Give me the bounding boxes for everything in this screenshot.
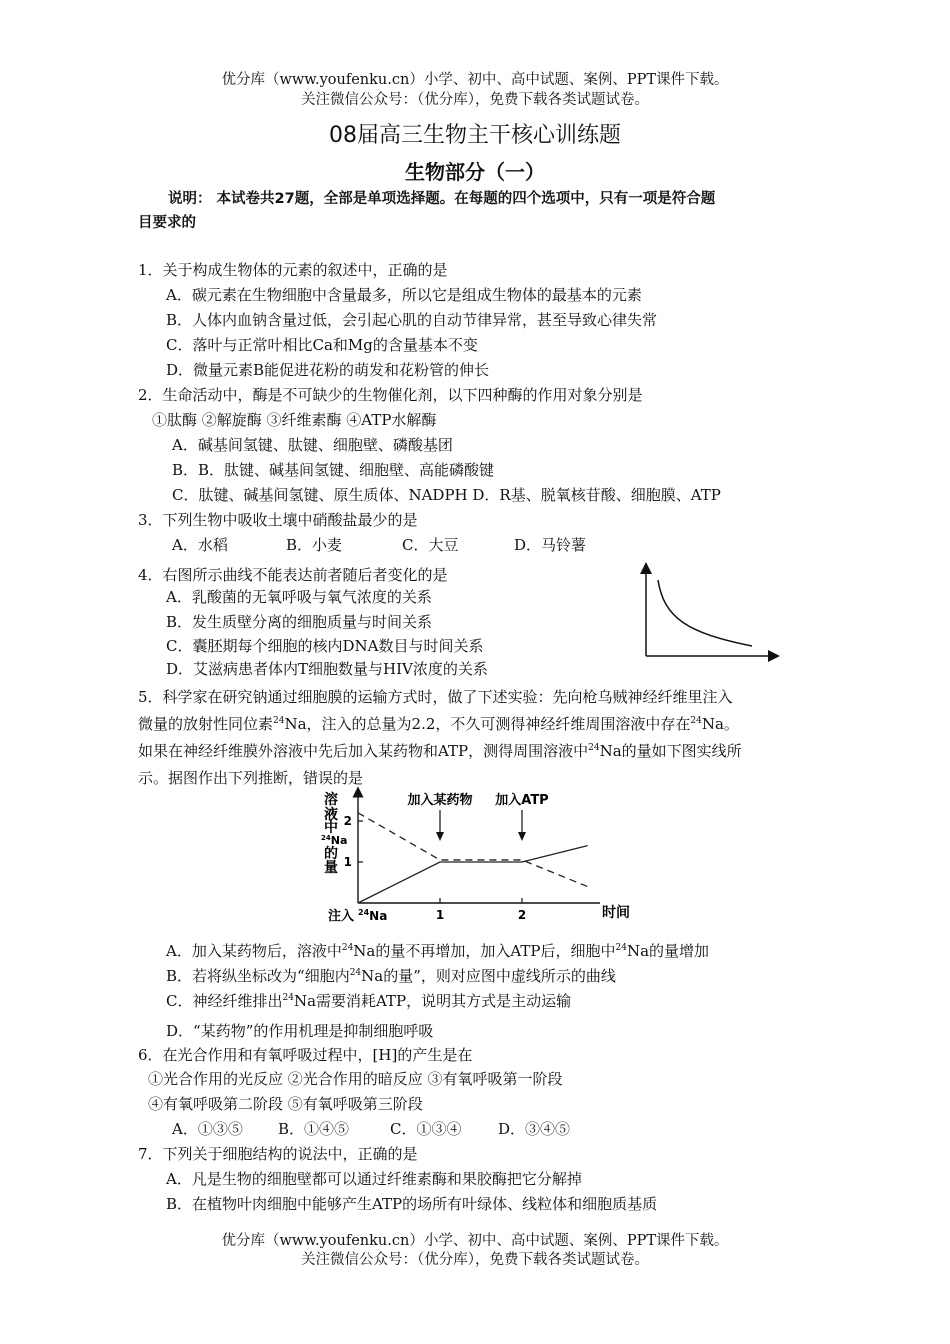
chart-series-solid-line [358, 846, 588, 903]
question-7-option-a: A．凡是生物的细胞壁都可以通过纤维素酶和果胶酶把它分解掉 [166, 1170, 582, 1188]
header-line-1: 优分库（www.youfenku.cn）小学、初中、高中试题、案例、PPT课件下载。 [221, 72, 729, 88]
footer-line-1: 优分库（www.youfenku.cn）小学、初中、高中试题、案例、PPT课件下载。 [221, 1233, 729, 1249]
question-4-option-c: C．囊胚期每个细胞的核内DNA数目与时间关系 [166, 637, 484, 655]
question-3-option-a: A．水稻 [172, 536, 228, 554]
chart-annotation-arrow-head [436, 832, 444, 841]
question-3-option-c: C．大豆 [402, 536, 459, 554]
question-1-option-b: B．人体内血钠含量过低，会引起心肌的自动节律异常，甚至导致心律失常 [166, 311, 658, 329]
question-5-option-c: C．神经纤维排出$^{24}$Na需要消耗ATP，说明其方式是主动运输 [166, 992, 572, 1010]
question-3-option-d: D．马铃薯 [514, 536, 587, 554]
chart-annotation-2: 加入ATP [495, 793, 549, 808]
question-4-option-b: B．发生质壁分离的细胞质量与时间关系 [166, 613, 433, 631]
question-4-option-d: D．艾滋病患者体内T细胞数量与HIV浓度的关系 [166, 660, 488, 678]
question-6-items-1: ①光合作用的光反应 ②光合作用的暗反应 ③有氧呼吸第一阶段 [148, 1070, 563, 1088]
question-5-option-a: A．加入某药物后，溶液中$^{24}$Na的量不再增加，加入ATP后，细胞中$^{24}$Na的量增加 [166, 942, 710, 960]
instructions-line-2: 目要求的 [138, 215, 196, 231]
question-3-stem: 3．下列生物中吸收土壤中硝酸盐最少的是 [138, 511, 418, 529]
question-5-sodium-chart [318, 786, 648, 931]
question-4-curve-figure [632, 558, 782, 668]
question-2-stem: 2．生命活动中，酶是不可缺少的生物催化剂，以下四种酶的作用对象分别是 [138, 386, 643, 404]
question-6-option-d: D．③④⑤ [498, 1120, 571, 1138]
chart-x-tick-label: 2 [517, 908, 527, 922]
footer-line-2: 关注微信公众号：（优分库），免费下载各类试题试卷。 [301, 1252, 649, 1268]
question-2-items: ①肽酶 ②解旋酶 ③纤维素酶 ④ATP水解酶 [152, 411, 437, 429]
chart-series-dashed-line [358, 813, 588, 887]
header-line-2: 关注微信公众号：（优分库），免费下载各类试题试卷。 [301, 92, 649, 108]
question-2-option-a: A．碱基间氢键、肽键、细胞壁、磷酸基团 [172, 436, 453, 454]
question-7-option-b: B．在植物叶肉细胞中能够产生ATP的场所有叶绿体、线粒体和细胞质基质 [166, 1195, 658, 1213]
question-5-para-3: 如果在神经纤维膜外溶液中先后加入某药物和ATP，测得周围溶液中$^{24}$Na的量如下图实线所 [138, 742, 742, 760]
question-6-stem: 6．在光合作用和有氧呼吸过程中，[H]的产生是在 [138, 1046, 473, 1064]
question-1-option-a: A．碳元素在生物细胞中含量最多，所以它是组成生物体的最基本的元素 [166, 286, 642, 304]
chart-y-label-char: 溶 [324, 792, 338, 808]
question-2-option-cd: C．肽键、碱基间氢键、原生质体、NADPH D．R基、脱氧核苷酸、细胞膜、ATP [172, 486, 721, 504]
chart-x-label: 时间 [602, 905, 630, 921]
chart-y-tick-label: 2 [343, 814, 352, 828]
question-3-option-b: B．小麦 [286, 536, 343, 554]
chart-y-label-char: 的 [324, 846, 338, 862]
question-5-option-d: D．“某药物”的作用机理是抑制细胞呼吸 [166, 1022, 434, 1040]
chart-y-tick-label: 1 [343, 855, 352, 869]
question-7-stem: 7．下列关于细胞结构的说法中，正确的是 [138, 1145, 418, 1163]
question-4-stem: 4．右图所示曲线不能表达前者随后者变化的是 [138, 566, 448, 584]
chart-y-label-char: 液 [324, 807, 338, 823]
question-5-para-4: 示。据图作出下列推断，错误的是 [138, 769, 364, 787]
page-title: 08届高三生物主干核心训练题 [329, 123, 621, 148]
q4-decreasing-curve [658, 580, 752, 646]
question-6-option-c: C．①③④ [390, 1120, 462, 1138]
chart-y-label-na: $^{24}$Na [321, 834, 348, 847]
instructions-line-1: 说明： 本试卷共27题，全部是单项选择题。在每题的四个选项中，只有一项是符合题 [168, 191, 716, 207]
page-subtitle: 生物部分（一） [405, 160, 545, 184]
chart-x-tick-label: 1 [435, 908, 445, 922]
question-6-option-b: B．①④⑤ [278, 1120, 350, 1138]
question-1-option-d: D．微量元素B能促进花粉的萌发和花粉管的伸长 [166, 361, 490, 379]
question-4-option-a: A．乳酸菌的无氧呼吸与氧气浓度的关系 [166, 588, 432, 606]
chart-y-label-char: 中 [324, 820, 338, 836]
question-2-option-b: B．B．肽键、碱基间氢键、细胞壁、高能磷酸键 [172, 461, 495, 479]
question-5-para-2: 微量的放射性同位素$^{24}$Na，注入的总量为2.2，不久可测得神经纤维周围溶液中存在$^{24}$Na。 [138, 715, 739, 733]
chart-annotation-arrow-head [518, 832, 526, 841]
question-1-option-c: C．落叶与正常叶相比Ca和Mg的含量基本不变 [166, 336, 478, 354]
chart-origin-label: 注入 $^{24}$Na [328, 908, 388, 924]
question-5-option-b: B．若将纵坐标改为“细胞内$^{24}$Na的量”，则对应图中虚线所示的曲线 [166, 967, 616, 985]
chart-y-label-char: 量 [324, 860, 338, 876]
question-6-items-2: ④有氧呼吸第二阶段 ⑤有氧呼吸第三阶段 [148, 1095, 423, 1113]
question-1-stem: 1．关于构成生物体的元素的叙述中，正确的是 [138, 261, 448, 279]
question-6-option-a: A．①③⑤ [172, 1120, 243, 1138]
question-5-para-1: 5．科学家在研究钠通过细胞膜的运输方式时，做了下述实验：先向枪乌贼神经纤维里注入 [138, 688, 733, 706]
chart-annotation-1: 加入某药物 [407, 793, 473, 808]
